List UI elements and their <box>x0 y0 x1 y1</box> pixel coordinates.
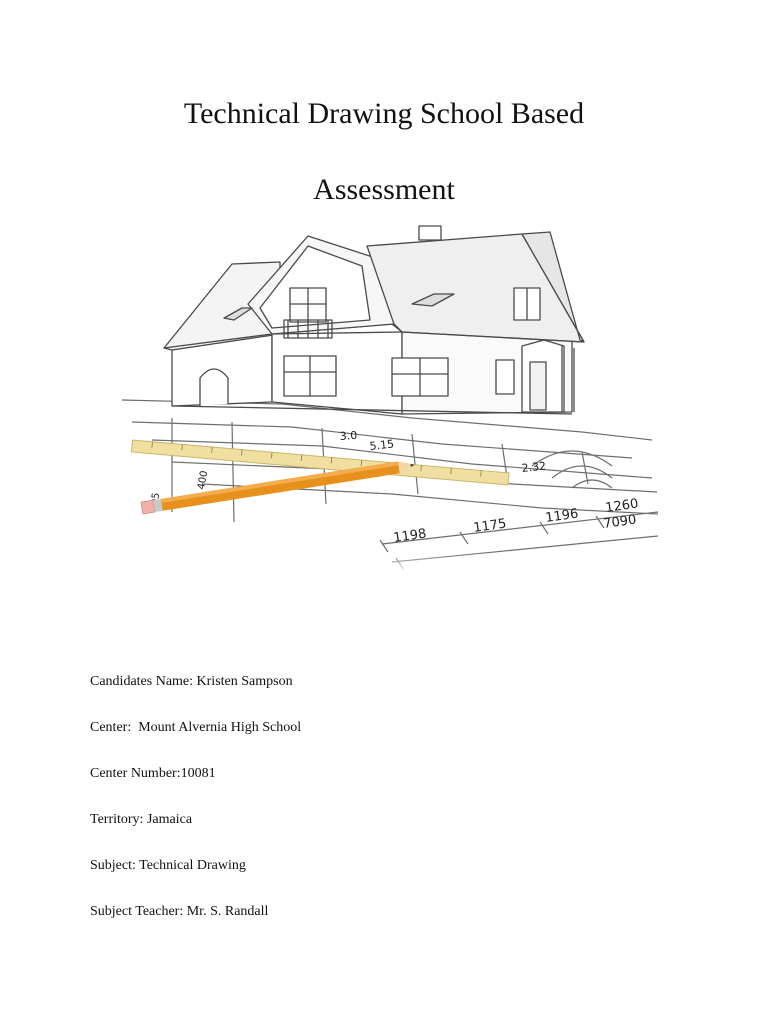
house-blueprint-illustration <box>112 222 660 574</box>
subject-label: Subject: <box>90 858 136 873</box>
candidate-name-label: Candidates Name: <box>90 674 194 689</box>
center-value: Mount Alvernia High School <box>131 720 302 735</box>
document-title-line-1: Technical Drawing School Based <box>183 97 585 130</box>
subject-teacher-line <box>90 903 268 921</box>
dimension-label: 2.32 <box>520 459 547 475</box>
dimension-label: 400 <box>196 469 211 491</box>
subject-teacher-value: Mr. S. Randall <box>183 904 269 919</box>
territory-value: Jamaica <box>143 812 193 827</box>
candidate-name-value: Kristen Sampson <box>193 674 293 689</box>
document-title-line-2: Assessment <box>313 173 455 206</box>
subject-value: Technical Drawing <box>135 858 246 873</box>
candidate-name-line <box>90 673 293 691</box>
dimension-label: 5.15 <box>368 437 395 453</box>
subject-teacher-label: Subject Teacher: <box>90 904 184 919</box>
center-label: Center: <box>90 720 132 735</box>
dimension-label: 1196 <box>544 506 580 526</box>
center-number-line <box>90 765 216 783</box>
center-number-label: Center Number: <box>90 766 181 781</box>
territory-line <box>90 811 192 829</box>
dimension-label: 1198 <box>392 526 428 546</box>
subject-line <box>90 857 246 875</box>
center-line <box>90 719 301 737</box>
dimension-label: 7090 <box>602 512 638 532</box>
territory-label: Territory: <box>90 812 144 827</box>
dimension-label: 1175 <box>472 516 508 536</box>
dimension-label: 3.0 <box>339 428 358 443</box>
center-number-value: 10081 <box>180 766 216 781</box>
dimension-label: 1260 <box>604 496 640 516</box>
house-drawing <box>164 226 584 414</box>
